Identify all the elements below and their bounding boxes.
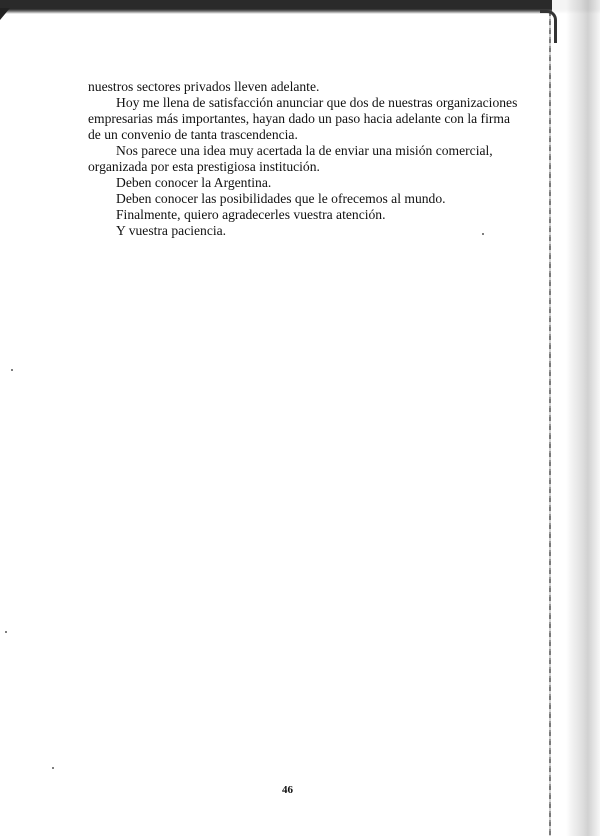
text-line: Deben conocer las posibilidades que le ofrecemos al mundo.	[116, 191, 446, 206]
text-line: Finalmente, quiero agradecerles vuestra atención.	[116, 207, 386, 222]
text-line: Nos parece una idea muy acertada la de enviar una misión comercial,	[116, 143, 493, 158]
page-number: 46	[282, 784, 293, 796]
text-line: de un convenio de tanta trascendencia.	[88, 127, 298, 142]
text-line: Hoy me llena de satisfacción anunciar que dos de nuestras organizaciones	[116, 95, 518, 110]
scan-speck	[11, 369, 13, 371]
text-line: Deben conocer la Argentina.	[116, 175, 272, 190]
text-line: organizada por esta prestigiosa institución.	[88, 159, 320, 174]
scan-binding-hook	[540, 10, 557, 43]
scan-speck	[52, 767, 54, 769]
scan-right-edge	[552, 0, 600, 836]
document-body	[88, 79, 518, 239]
scan-top-edge	[0, 0, 600, 14]
scan-binding-line	[549, 12, 551, 836]
scan-speck	[5, 631, 7, 633]
text-line: empresarias más importantes, hayan dado un paso hacia adelante con la firma	[88, 111, 510, 126]
text-line: nuestros sectores privados lleven adelante.	[88, 79, 320, 94]
text-line: Y vuestra paciencia.	[116, 223, 227, 238]
